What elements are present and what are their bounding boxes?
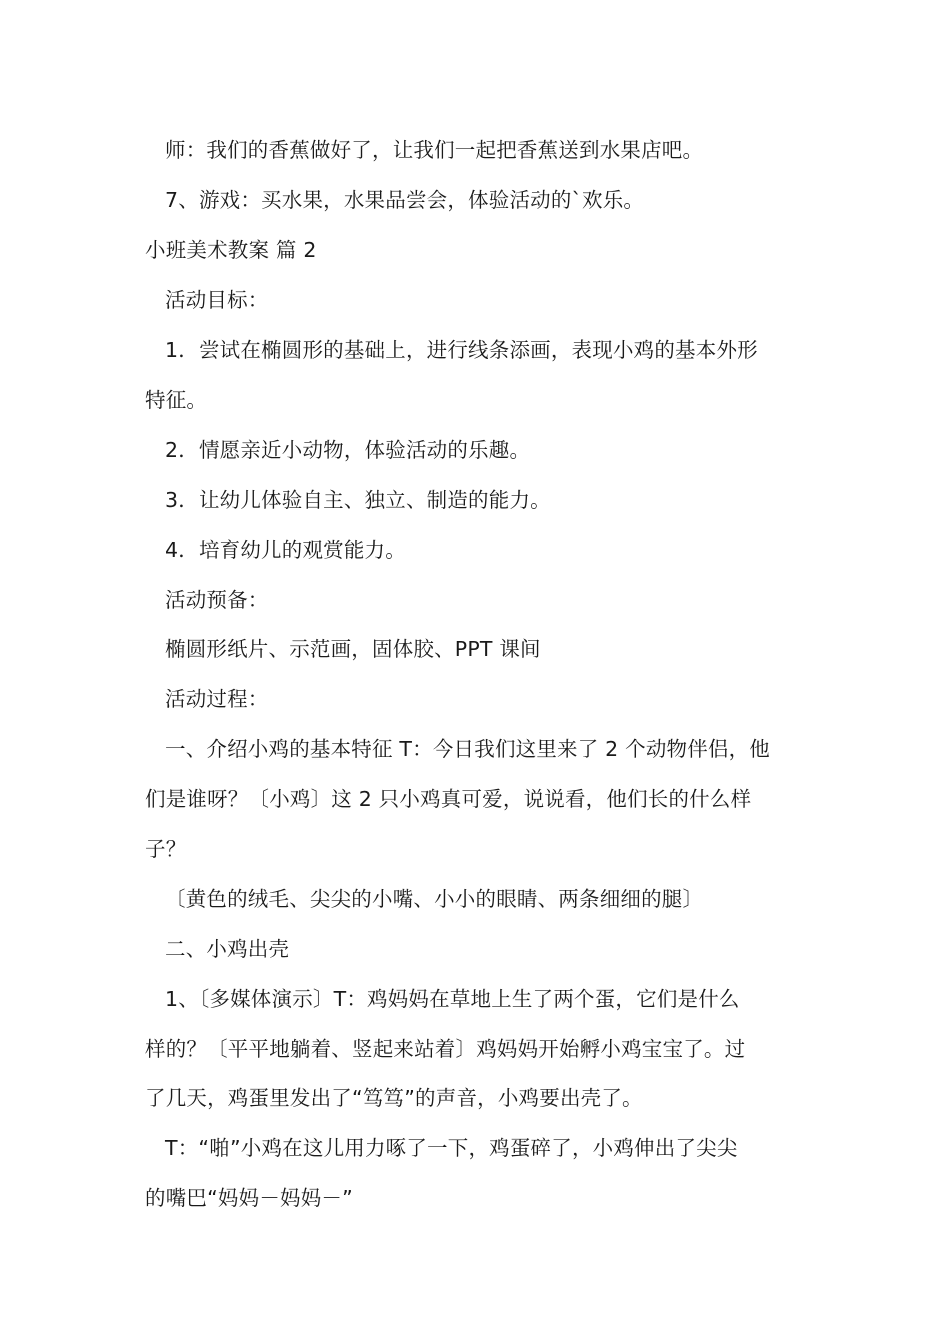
paragraph-line: 师：我们的香蕉做好了，让我们一起把香蕉送到水果店吧。: [165, 138, 704, 162]
paragraph-line: 3．让幼儿体验自主、独立、制造的能力。: [165, 488, 551, 512]
paragraph-line: 的嘴巴“妈妈－妈妈－”: [145, 1186, 353, 1210]
paragraph-line: 们是谁呀？〔小鸡〕这 2 只小鸡真可爱，说说看，他们长的什么样: [145, 787, 752, 811]
paragraph-line: 样的？〔平平地躺着、竖起来站着〕鸡妈妈开始孵小鸡宝宝了。过: [145, 1037, 746, 1061]
paragraph-line: 1、〔多媒体演示〕T：鸡妈妈在草地上生了两个蛋，它们是什么: [165, 987, 740, 1011]
paragraph-line: 2．情愿亲近小动物，体验活动的乐趣。: [165, 438, 531, 462]
paragraph-line: 活动预备：: [165, 588, 269, 612]
paragraph-line: 了几天，鸡蛋里发出了“笃笃”的声音，小鸡要出壳了。: [145, 1086, 643, 1110]
paragraph-line: 活动目标：: [165, 288, 269, 312]
paragraph-line: 二、小鸡出壳: [165, 937, 290, 961]
paragraph-line: 一、介绍小鸡的基本特征 T：今日我们这里来了 2 个动物伴侣，他: [165, 737, 771, 761]
paragraph-line: 1．尝试在椭圆形的基础上，进行线条添画，表现小鸡的基本外形: [165, 338, 758, 362]
paragraph-line: 特征。: [145, 388, 208, 412]
section-heading: 小班美术教案 篇 2: [145, 238, 317, 262]
paragraph-line: 4．培育幼儿的观赏能力。: [165, 538, 406, 562]
paragraph-line: 7、游戏：买水果，水果品尝会，体验活动的`欢乐。: [165, 188, 645, 212]
paragraph-line: 活动过程：: [165, 687, 269, 711]
paragraph-line: 子？: [145, 837, 187, 861]
paragraph-line: 椭圆形纸片、示范画，固体胶、PPT 课间: [165, 637, 541, 661]
paragraph-line: 〔黄色的绒毛、尖尖的小嘴、小小的眼睛、两条细细的腿〕: [165, 887, 704, 911]
paragraph-line: T：“啪”小鸡在这儿用力啄了一下，鸡蛋碎了，小鸡伸出了尖尖: [165, 1136, 738, 1160]
